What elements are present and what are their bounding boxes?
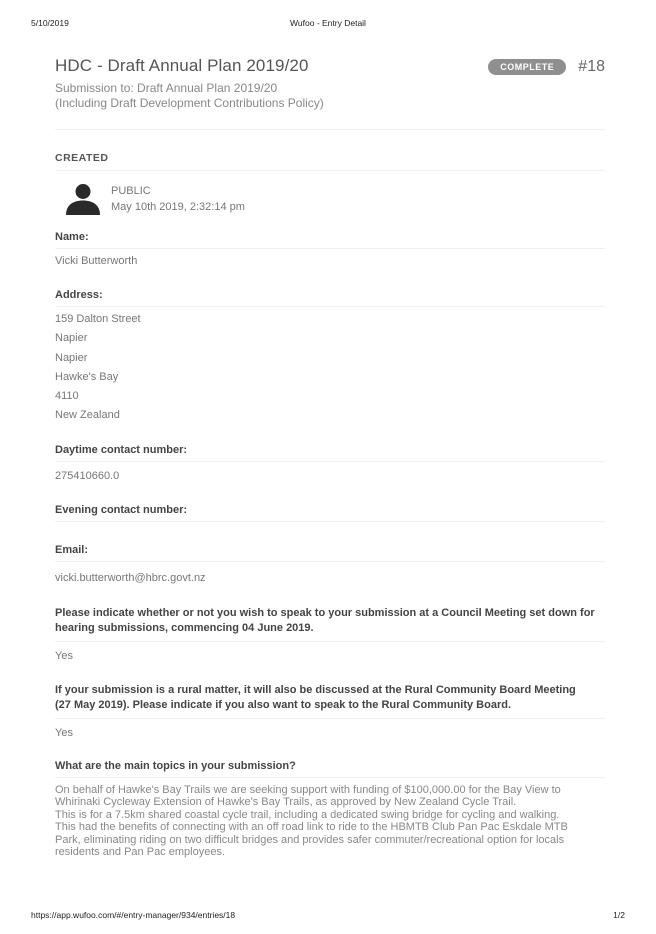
divider bbox=[55, 129, 605, 130]
topics-line: residents and Pan Pac employees. bbox=[55, 846, 225, 859]
field-label bbox=[55, 683, 605, 719]
created-by: PUBLIC bbox=[111, 185, 151, 197]
print-url: https://app.wufoo.com/#/entry-manager/934/entries/18 bbox=[31, 910, 236, 920]
field-value: vicki.butterworth@hbrc.govt.nz bbox=[55, 571, 206, 584]
label-line: (27 May 2019). Please indicate if you also want to speak to the Rural Community Board. bbox=[55, 698, 512, 711]
status-badge: COMPLETE bbox=[488, 59, 566, 75]
field-topics bbox=[55, 760, 605, 859]
page-number: 1/2 bbox=[613, 910, 625, 920]
entry-subtitle bbox=[55, 81, 605, 111]
created-info bbox=[55, 183, 605, 215]
field-value: 275410660.0 bbox=[55, 469, 120, 482]
field-label: Name: bbox=[55, 231, 605, 249]
topics-line: Park, eliminating riding on two difficult bridges and provides safer commuter/recreational option for locals bbox=[55, 833, 565, 846]
label-line: hearing submissions, commencing 04 June 2019. bbox=[55, 621, 314, 634]
topics-line: On behalf of Hawke's Bay Trails we are seeking support with funding of $100,000.00 for the Bay View to bbox=[55, 783, 561, 796]
created-timestamp: May 10th 2019, 2:32:14 pm bbox=[111, 201, 245, 213]
address-line: Napier bbox=[55, 332, 88, 345]
field-label bbox=[55, 606, 605, 642]
address-lines bbox=[55, 310, 605, 426]
field-label: Email: bbox=[55, 544, 605, 562]
subtitle-line: (Including Draft Development Contributions Policy) bbox=[55, 96, 324, 110]
label-line: If your submission is a rural matter, it will also be discussed at the Rural Community Board Meeting bbox=[55, 683, 576, 696]
field-value: Vicki Butterworth bbox=[55, 255, 138, 267]
field-evening-phone bbox=[55, 504, 605, 522]
field-council-meeting bbox=[55, 606, 605, 662]
topics-line: Whirinaki Cycleway Extension of Hawke's Bay Trails, as approved by New Zealand Cycle Trail. bbox=[55, 796, 517, 809]
field-daytime-phone bbox=[55, 444, 605, 482]
field-label: What are the main topics in your submission? bbox=[55, 760, 605, 778]
field-value: Yes bbox=[55, 726, 73, 739]
print-page-title: Wufoo - Entry Detail bbox=[290, 18, 366, 28]
address-line: 4110 bbox=[55, 390, 79, 403]
field-rural-board bbox=[55, 683, 605, 739]
address-line: Napier bbox=[55, 351, 88, 364]
address-line: New Zealand bbox=[55, 409, 120, 422]
field-email bbox=[55, 544, 605, 584]
entry-number: #18 bbox=[578, 58, 605, 75]
created-section-label: CREATED bbox=[55, 152, 605, 171]
entry-status-group bbox=[488, 58, 605, 76]
topics-body bbox=[55, 784, 605, 859]
field-label: Address: bbox=[55, 289, 605, 307]
user-silhouette-icon bbox=[63, 183, 103, 215]
field-address bbox=[55, 289, 605, 426]
entry-detail bbox=[55, 56, 605, 859]
field-value: Yes bbox=[55, 649, 73, 662]
label-line: Please indicate whether or not you wish to speak to your submission at a Council Meeting set down for bbox=[55, 606, 595, 619]
entry-title: HDC - Draft Annual Plan 2019/20 bbox=[55, 56, 309, 75]
topics-line: This had the benefits of connecting with an off road link to ride to the HBMTB Club Pan Pac Eskdale MTB bbox=[55, 821, 568, 834]
field-name bbox=[55, 231, 605, 267]
subtitle-line: Submission to: Draft Annual Plan 2019/20 bbox=[55, 81, 278, 95]
topics-line: This is for a 7.5km shared coastal cycle trail, including a dedicated swing bridge for cycling and walking. bbox=[55, 808, 560, 821]
print-date: 5/10/2019 bbox=[31, 18, 69, 28]
address-line: Hawke's Bay bbox=[55, 370, 119, 383]
address-line: 159 Dalton Street bbox=[55, 313, 141, 325]
created-meta bbox=[111, 183, 245, 215]
entry-header bbox=[55, 56, 605, 111]
field-label: Evening contact number: bbox=[55, 504, 605, 522]
field-label: Daytime contact number: bbox=[55, 444, 605, 462]
